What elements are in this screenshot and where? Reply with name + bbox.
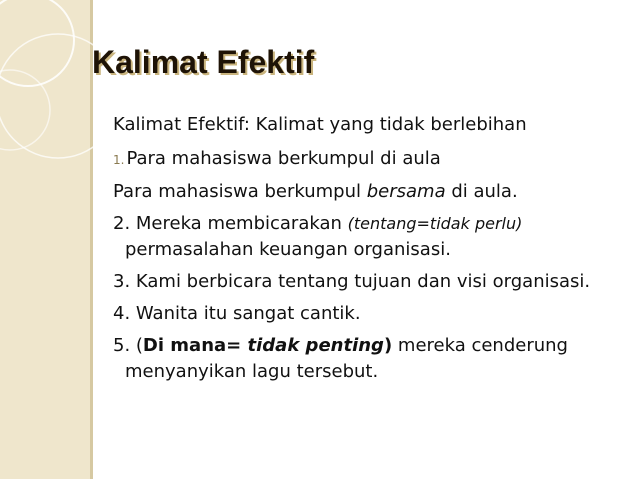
- list-item-5: [113, 333, 633, 385]
- list-item-2-note: (tentang=tidak perlu): [347, 214, 523, 233]
- list-item-1-text: Para mahasiswa berkumpul di aula: [126, 148, 441, 169]
- intro-text: Kalimat Efektif: Kalimat yang tidak berlebihan: [113, 114, 527, 135]
- list-item-5-close: ): [383, 335, 393, 356]
- list-item-5-after: mereka cenderung menyanyikan lagu tersebut.: [125, 335, 568, 382]
- slide-body: [113, 112, 633, 391]
- list-item-2-lead: 2. Mereka membicarakan: [113, 213, 348, 234]
- slide-title: Kalimat Efektif: [92, 44, 315, 80]
- list-item-4: 4. Wanita itu sangat cantik.: [113, 303, 361, 324]
- list-item-2-after: permasalahan keuangan organisasi.: [125, 239, 451, 260]
- sentence-1-after: di aula.: [445, 181, 518, 202]
- list-item-2: [113, 211, 633, 263]
- list-item-5-bold-italic: tidak penting: [247, 335, 384, 356]
- list-item-1-number: 1.: [113, 153, 125, 167]
- sentence-1-italic: bersama: [366, 181, 446, 202]
- sentence-1-before: Para mahasiswa berkumpul: [113, 181, 367, 202]
- list-item-1: [113, 146, 633, 173]
- list-item-3: 3. Kami berbicara tentang tujuan dan visi organisasi.: [113, 271, 591, 292]
- list-item-5-lead: 5. (: [113, 335, 143, 356]
- example-sentence-1: [113, 179, 633, 205]
- list-item-5-bold: Di mana=: [142, 335, 248, 356]
